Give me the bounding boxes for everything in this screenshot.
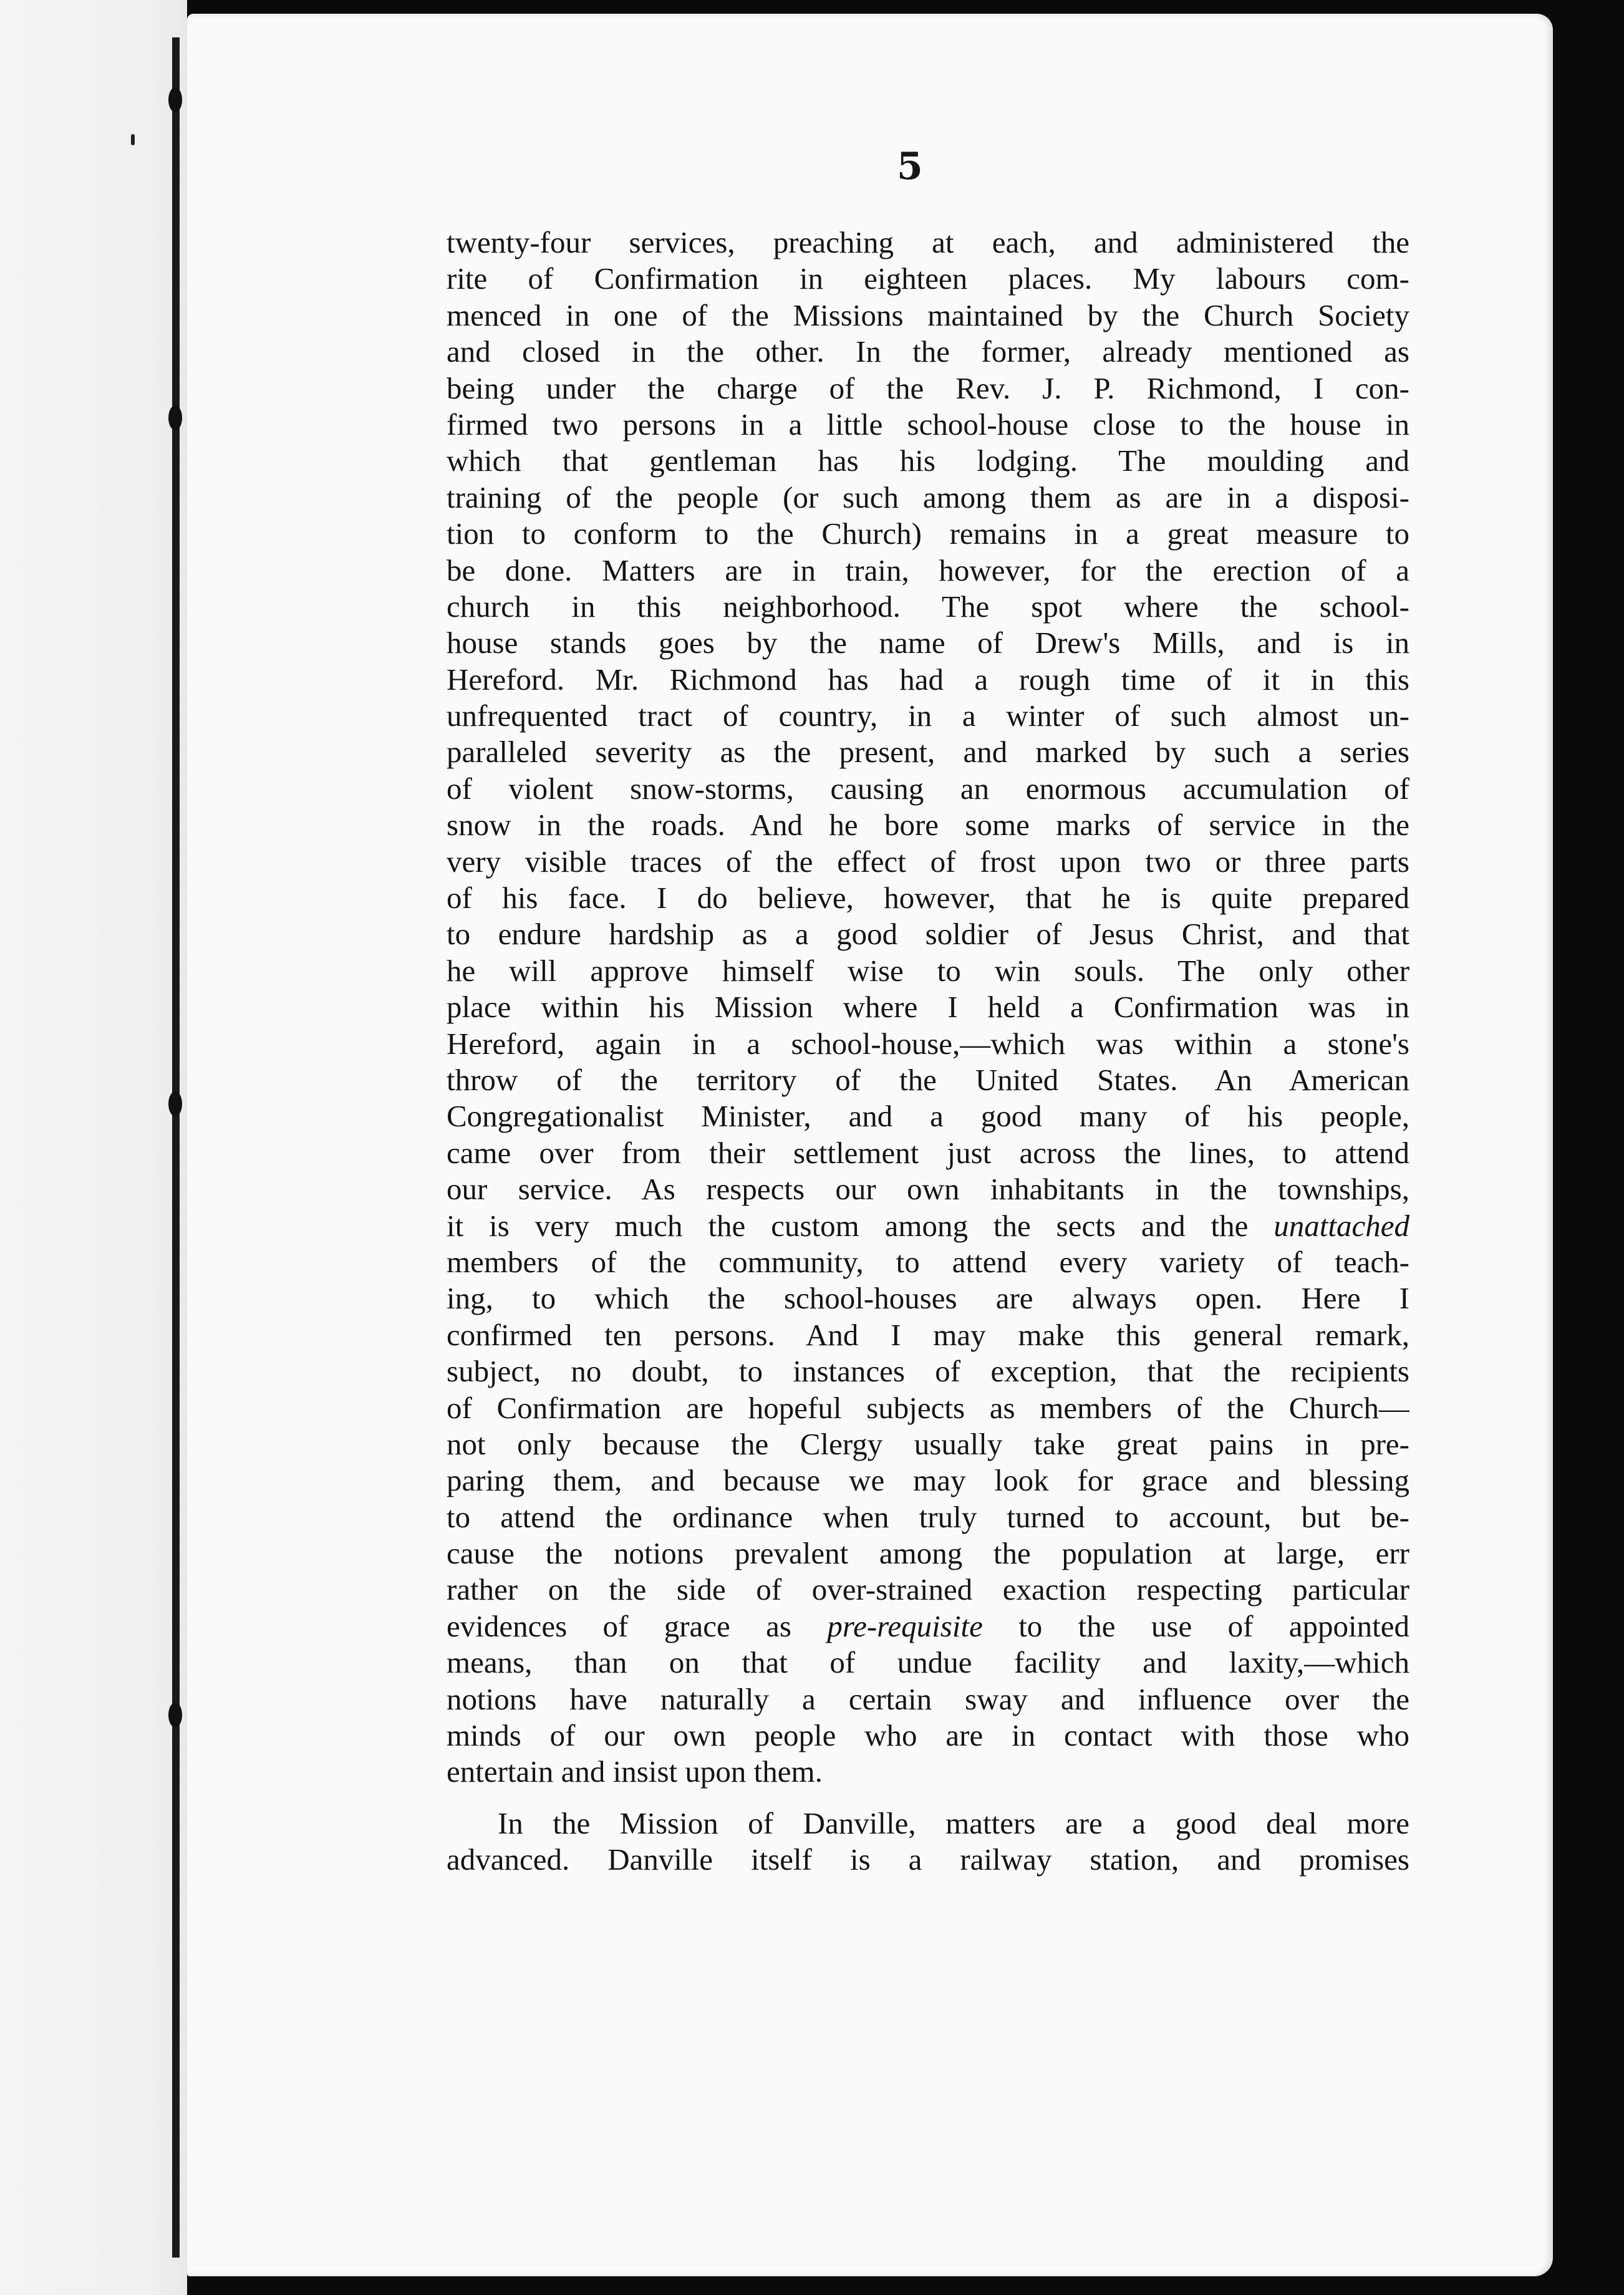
- text-line: menced in one of the Missions maintained by the Church Society: [447, 297, 1409, 332]
- text-line: twenty-four services, preaching at each, and administered the: [447, 225, 1409, 259]
- text-line: members of the community, to attend every variety of teach-: [447, 1244, 1409, 1279]
- text-line: of Confirmation are hopeful subjects as members of the Church—: [447, 1390, 1409, 1425]
- text-line: not only because the Clergy usually take great pains in pre-: [447, 1426, 1409, 1461]
- text-line: place within his Mission where I held a Confirmation was in: [447, 990, 1409, 1025]
- binding-stitch: [168, 405, 182, 430]
- text-line: our service. As respects our own inhabitants in the townships,: [447, 1172, 1409, 1207]
- page-number: 5: [897, 145, 923, 188]
- text-line: to endure hardship as a good soldier of Jesus Christ, and that: [447, 917, 1409, 952]
- text-line: confirmed ten persons. And I may make this general remark,: [447, 1317, 1409, 1352]
- text-line: it is very much the custom among the sects and the unattached: [447, 1208, 1409, 1243]
- text-line: ing, to which the school-houses are always open. Here I: [447, 1281, 1409, 1316]
- text-line: be done. Matters are in train, however, for the erection of a: [447, 553, 1409, 587]
- body-text: [447, 225, 1409, 1878]
- text-line: evidences of grace as pre-requisite to the use of appointed: [447, 1608, 1409, 1643]
- edge-mark: [131, 134, 135, 145]
- text-line: In the Mission of Danville, matters are a good deal more: [498, 1805, 1409, 1840]
- text-line: house stands goes by the name of Drew's Mills, and is in: [447, 626, 1409, 660]
- binding-stitch: [168, 1703, 182, 1727]
- text-line: very visible traces of the effect of frost upon two or three parts: [447, 844, 1409, 879]
- text-line: being under the charge of the Rev. J. P. Richmond, I con-: [447, 370, 1409, 405]
- text-line: cause the notions prevalent among the population at large, err: [447, 1536, 1409, 1571]
- text-line: paralleled severity as the present, and marked by such a series: [447, 735, 1409, 770]
- text-line: and closed in the other. In the former, already mentioned as: [447, 334, 1409, 369]
- italic-word: unattached: [1274, 1208, 1409, 1243]
- text-line: which that gentleman has his lodging. The moulding and: [447, 443, 1409, 478]
- text-line: Congregationalist Minister, and a good many of his people,: [447, 1099, 1409, 1134]
- text-line: he will approve himself wise to win souls. The only other: [447, 953, 1409, 988]
- binding-stitch: [168, 87, 182, 112]
- text-line: rather on the side of over-strained exaction respecting particular: [447, 1572, 1409, 1607]
- binding-gutter: [0, 0, 187, 2295]
- text-line: came over from their settlement just across the lines, to attend: [447, 1135, 1409, 1170]
- text-line: throw of the territory of the United States. An American: [447, 1062, 1409, 1097]
- paragraph-gap: [447, 1790, 1409, 1805]
- text-line: to attend the ordinance when truly turned to account, but be-: [447, 1499, 1409, 1534]
- book-spine: [172, 37, 180, 2258]
- text-line: church in this neighborhood. The spot where the school-: [447, 589, 1409, 624]
- text-line: advanced. Danville itself is a railway station, and promises: [447, 1842, 1409, 1877]
- text-line: Hereford. Mr. Richmond has had a rough time of it in this: [447, 662, 1409, 697]
- binding-stitch: [168, 1091, 182, 1116]
- text-line: paring them, and because we may look for grace and blessing: [447, 1463, 1409, 1498]
- italic-word: pre-requisite: [827, 1608, 983, 1643]
- text-line: Hereford, again in a school-house,—which was within a stone's: [447, 1026, 1409, 1061]
- text-line: rite of Confirmation in eighteen places. My labours com-: [447, 261, 1409, 296]
- text-line: snow in the roads. And he bore some marks of service in the: [447, 808, 1409, 843]
- text-line: notions have naturally a certain sway and influence over the: [447, 1681, 1409, 1716]
- text-line: of violent snow-storms, causing an enormous accumulation of: [447, 771, 1409, 806]
- text-line: tion to conform to the Church) remains in a great measure to: [447, 516, 1409, 551]
- text-line: of his face. I do believe, however, that he is quite prepared: [447, 881, 1409, 916]
- text-line: unfrequented tract of country, in a winter of such almost un-: [447, 698, 1409, 733]
- text-line: subject, no doubt, to instances of exception, that the recipients: [447, 1354, 1409, 1389]
- text-line: training of the people (or such among them as are in a disposi-: [447, 480, 1409, 515]
- text-line: means, than on that of undue facility and laxity,—which: [447, 1645, 1409, 1680]
- text-line: minds of our own people who are in contact with those who: [447, 1718, 1409, 1753]
- text-line: entertain and insist upon them.: [447, 1754, 823, 1789]
- text-line: firmed two persons in a little school-house close to the house in: [447, 407, 1409, 442]
